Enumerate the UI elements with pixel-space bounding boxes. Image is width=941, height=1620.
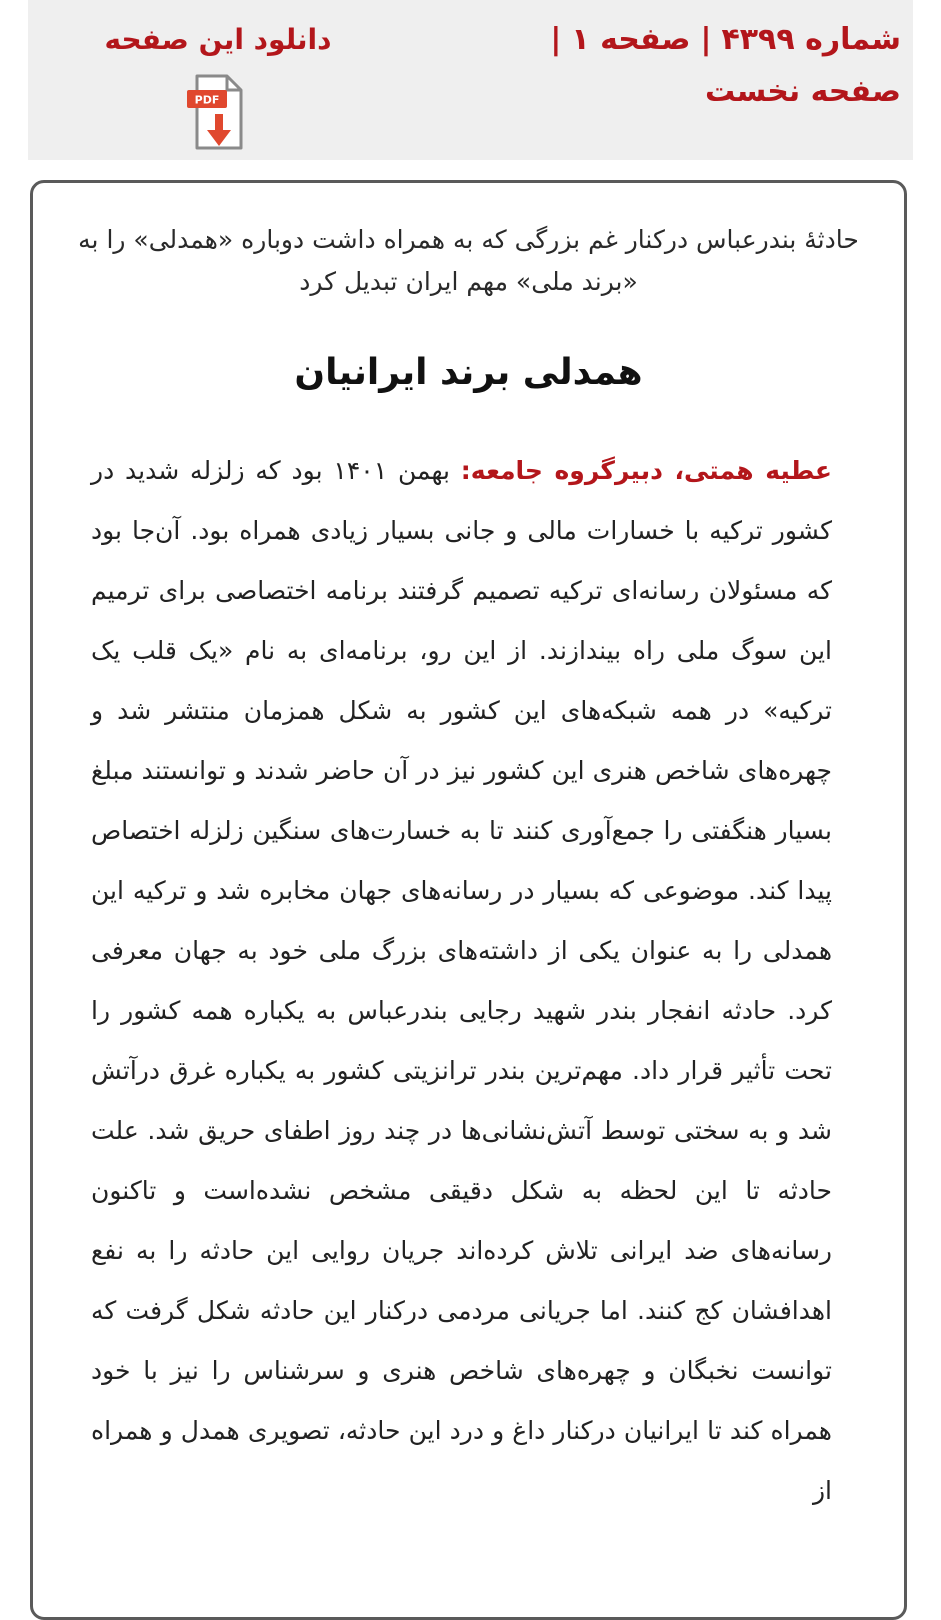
article-lead: حادثۀ بندرعباس درکنار غم بزرگی که به همراه داشت دوباره «همدلی» را به «برند ملی» مهم ایران تبدیل کرد (78, 225, 859, 296)
pdf-icon-text: PDF (194, 93, 220, 107)
issue-number-link[interactable]: شماره ۴۳۹۹ (721, 22, 901, 57)
article-body (91, 441, 832, 1521)
separator: | (700, 22, 712, 57)
page-number-link[interactable]: صفحه ۱ (571, 22, 691, 57)
top-bar (28, 0, 913, 160)
pdf-download-icon[interactable] (183, 72, 253, 154)
download-page-button[interactable] (88, 14, 348, 154)
issue-navigation (461, 14, 901, 118)
author-byline: عطیه همتی، دبیرگروه جامعه: (460, 456, 833, 485)
article-title: همدلی برند ایرانیان (294, 352, 643, 393)
separator: | (550, 22, 562, 57)
article-card (30, 180, 907, 1620)
page-name-link[interactable]: صفحه نخست (704, 74, 901, 109)
download-page-label[interactable]: دانلود این صفحه (104, 23, 332, 56)
article-body-text: بهمن ۱۴۰۱ بود که زلزله شدید در کشور ترکیه با خسارات مالی و جانی بسیار زیادی همراه بود. آن‌جا بود که مسئولان رسانه‌ای ترکیه تصمیم گرفتند برنامه اختصاصی برای ترمیم این سوگ ملی راه بیندازند. از این رو، برنامه‌ای به نام «یک قلب یک ترکیه» در همه شبکه‌های این کشور به شکل همزمان منتشر شد و چهره‌های شاخص هنری این کشور نیز در آن حاضر شدند و توانستند مبلغ بسیار هنگفتی را جمع‌آوری کنند تا به خسارت‌های سنگین زلزله اختصاص پیدا کند. موضوعی که بسیار در رسانه‌های جهان مخابره شد و ترکیه این همدلی را به عنوان یکی از داشته‌های بزرگ ملی خود به جهان معرفی کرد. حادثه انفجار بندر شهید رجایی بندرعباس به یکباره همه کشور را تحت تأثیر قرار داد. مهم‌ترین بندر ترانزیتی کشور به یکباره غرق درآتش شد و به سختی توسط آتش‌نشانی‌ها در چند روز اطفای حریق شد. علت حادثه تا این لحظه به شکل دقیقی مشخص نشده‌است و تاکنون رسانه‌های ضد ایرانی تلاش کرده‌اند جریان روایی این حادثه را به نفع اهدافشان کج کنند. اما جریانی مردمی درکنار این حادثه شکل گرفت که توانست نخبگان و چهره‌های شاخص هنری و سرشناس را نیز با خود همراه کند تا ایرانیان درکنار داغ و درد این حادثه، تصویری همدل و همراه از (91, 456, 832, 1505)
